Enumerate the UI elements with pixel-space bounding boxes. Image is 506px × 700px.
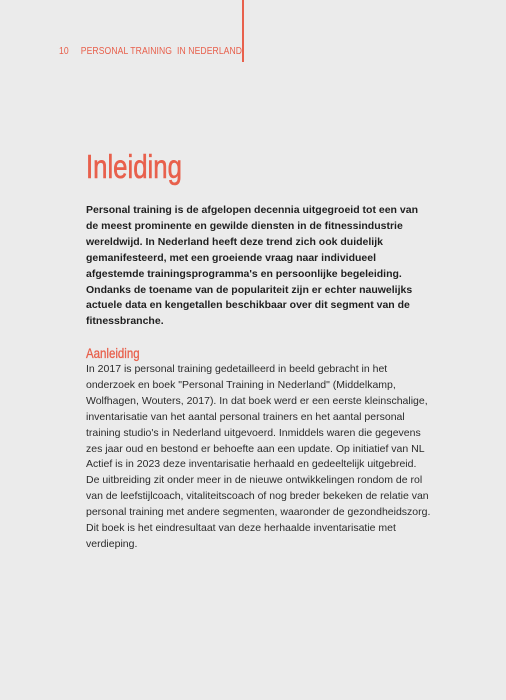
running-title: PERSONAL TRAINING IN NEDERLAND	[80, 46, 243, 57]
section-heading: Aanleiding	[86, 345, 140, 361]
page-number: 10	[59, 46, 69, 57]
running-header	[59, 46, 242, 60]
chapter-title: Inleiding	[86, 148, 182, 185]
lead-paragraph: Personal training is de afgelopen decennia uitgegroeid tot een van de meest prominente en gewilde diensten in de fitnessindustrie wereldwijd. In Nederland heeft deze trend zich ook duidelijk gemanifesteerd, met een groeiende vraag naar individueel afgestemde trainingsprogramma's en persoonlijke begeleiding. Ondanks de toename van de populariteit zijn er echter nauwelijks actuele data en kengetallen beschikbaar over dit segment van de fitnessbranche.	[86, 204, 418, 328]
header-rule	[242, 0, 244, 62]
body-paragraph: In 2017 is personal training gedetailleerd in beeld gebracht in het onderzoek en boek "Personal Training in Nederland" (Middelkamp, Wolfhagen, Wouters, 2017). In dat boek werd er een eerste kleinschalige, inventarisatie van het aantal personal trainers en het aantal personal training studio's in Nederland uitgevoerd. Inmiddels waren die gegevens zes jaar oud en bestond er behoefte aan een update. Op initiatief van NL Actief is in 2023 deze inventarisatie herhaald en gedeeltelijk uitgebreid. De uitbreiding zit onder meer in de nieuwe ontwikkelingen rondom de rol van de leefstijlcoach, vitaliteitscoach of nog breder bekeken de relatie van personal training met andere segmenten, waaronder de gezondheidszorg. Dit boek is het eindresultaat van deze herhaalde inventarisatie met verdieping.	[86, 363, 431, 550]
